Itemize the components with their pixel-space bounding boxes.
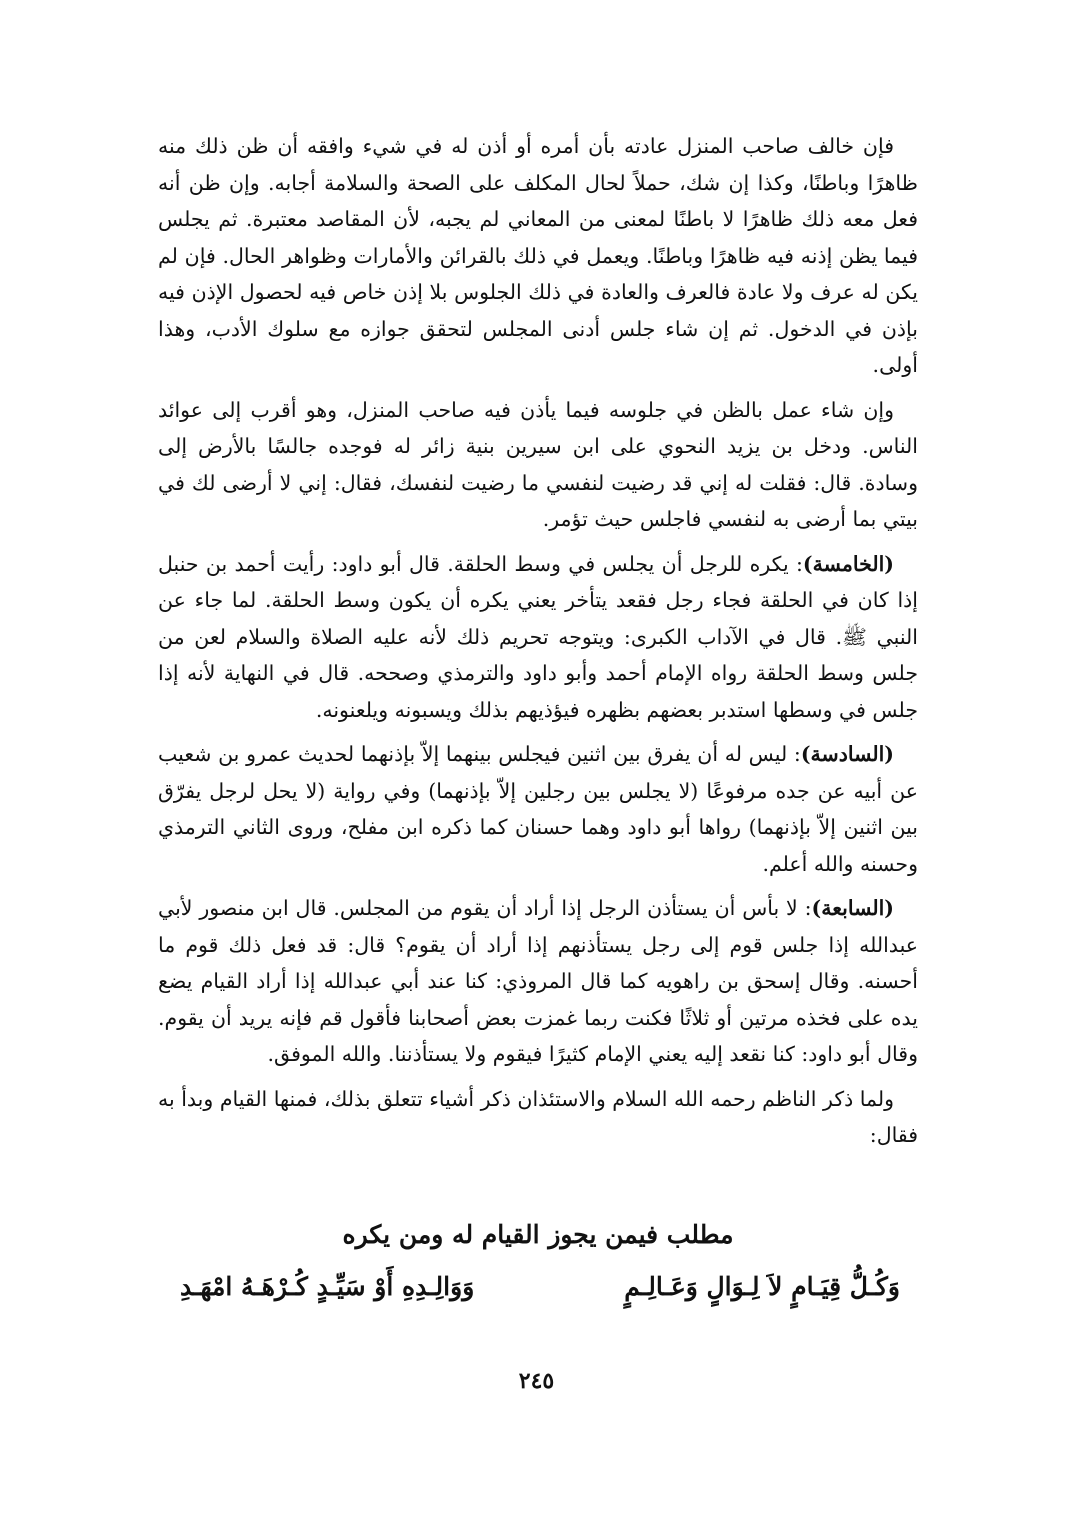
paragraph-3-text: : يكره للرجل أن يجلس في وسط الحلقة. قال أبو داود: رأيت أحمد بن حنبل إذا كان في الحلقة فجاء رجل فقعد يتأخر يعني يكره أن يكون وسط الحلقة. لما جاء عن النبي ﷺ. قال في الآداب الكبرى: ويتوجه تحريم ذلك لأنه عليه الصلاة والسلام لعن من جلس وسط الحلقة رواه الإمام أحمد وأبو داود والترمذي وصححه. قال في النهاية لأنه إذا جلس في وسطها استدبر بعضهم بظهره فيؤذيهم بذلك ويسبونه ويلعنونه. <box>158 551 918 722</box>
paragraph-6-text: ولما ذكر الناظم رحمه الله السلام والاستئذان ذكر أشياء تتعلق بذلك، فمنها القيام وبدأ به فقال: <box>158 1086 918 1147</box>
verse-second-hemistich: وَوَالِـدِهِ أَوْ سَيِّـدٍ كُـرْهَـهُ امْهَـدِ <box>180 1272 475 1301</box>
paragraph-2-text: وإن شاء عمل بالظن في جلوسه فيما يأذن فيه صاحب المنزل، وهو أقرب إلى عوائد الناس. ودخل بن يزيد النحوي على ابن سيرين بنية زائر له فوجده جالسًا بالأرض إلى وسادة. قال: فقلت له إني قد رضيت لنفسي ما رضيت لنفسك، فقال: إني لا أرضى لك في بيتي بما أرضى به لنفسي فاجلس حيث تؤمر. <box>158 397 918 531</box>
paragraph-1 <box>158 128 918 384</box>
section-heading: مطلب فيمن يجوز القيام له ومن يكره <box>342 1220 734 1249</box>
paragraph-6 <box>158 1081 918 1154</box>
paragraph-2 <box>158 392 918 538</box>
paragraph-5-lead: (السابعة) <box>811 896 894 920</box>
paragraph-3 <box>158 546 918 729</box>
page-number: ٢٤٥ <box>518 1368 555 1394</box>
verse-line <box>180 1272 900 1301</box>
paragraph-4 <box>158 736 918 882</box>
paragraph-4-lead: (السادسة) <box>800 742 894 766</box>
verse-first-hemistich: وَكُـلُّ قِيَـامٍ لاَ لِـوَالٍ وَعَـالِـمٍ <box>624 1272 900 1301</box>
paragraph-1-text: فإن خالف صاحب المنزل عادته بأن أمره أو أذن له في شيء وافقه أن ظن ذلك منه ظاهرًا وباطنًا، وكذا إن شك، حملاً لحال المكلف على الصحة والسلامة أجابه. وإن ظن أنه فعل معه ذلك ظاهرًا لا باطنًا لمعنى من المعاني لم يجبه، لأن المقاصد معتبرة. ثم يجلس فيما يظن إذنه فيه ظاهرًا وباطنًا. ويعمل في ذلك بالقرائن والأمارات وظواهر الحال. فإن لم يكن له عرف ولا عادة فالعرف والعادة في ذلك الجلوس بلا إذن خاص فيه لحصول الإذن فيه بإذن في الدخول. ثم إن شاء جلس أدنى المجلس لتحقق جوازه مع سلوك الأدب، وهذا أولى. <box>158 134 918 377</box>
paragraph-4-text: : ليس له أن يفرق بين اثنين فيجلس بينهما إلاّ بإذنهما لحديث عمرو بن شعيب عن أبيه عن جده مرفوعًا (لا يجلس بين رجلين إلاّ بإذنهما) وفي رواية (لا يحل لرجل يفرّق بين اثنين إلاّ بإذنهما) رواها أبو داود وهما حسنان كما ذكره ابن مفلح، وروى الثاني الترمذي وحسنه والله أعلم. <box>158 742 918 876</box>
body-text <box>158 128 918 1162</box>
paragraph-5 <box>158 890 918 1073</box>
paragraph-5-text: : لا بأس أن يستأذن الرجل إذا أراد أن يقوم من المجلس. قال ابن منصور لأبي عبدالله إذا جلس قوم إلى رجل يستأذنهم إذا أراد أن يقوم؟ قال: قد فعل ذلك قوم ما أحسنه. وقال إسحق بن راهويه كما قال المروذي: كنا عند أبي عبدالله إذا أراد القيام يضع يده على فخذه مرتين أو ثلاثًا فكنت ربما غمزت بعض أصحابنا فأقول قم فإنه يريد أن يقوم. وقال أبو داود: كنا نقعد إليه يعني الإمام كثيرًا فيقوم ولا يستأذننا. والله الموفق. <box>158 896 918 1066</box>
paragraph-3-lead: (الخامسة) <box>802 551 894 576</box>
